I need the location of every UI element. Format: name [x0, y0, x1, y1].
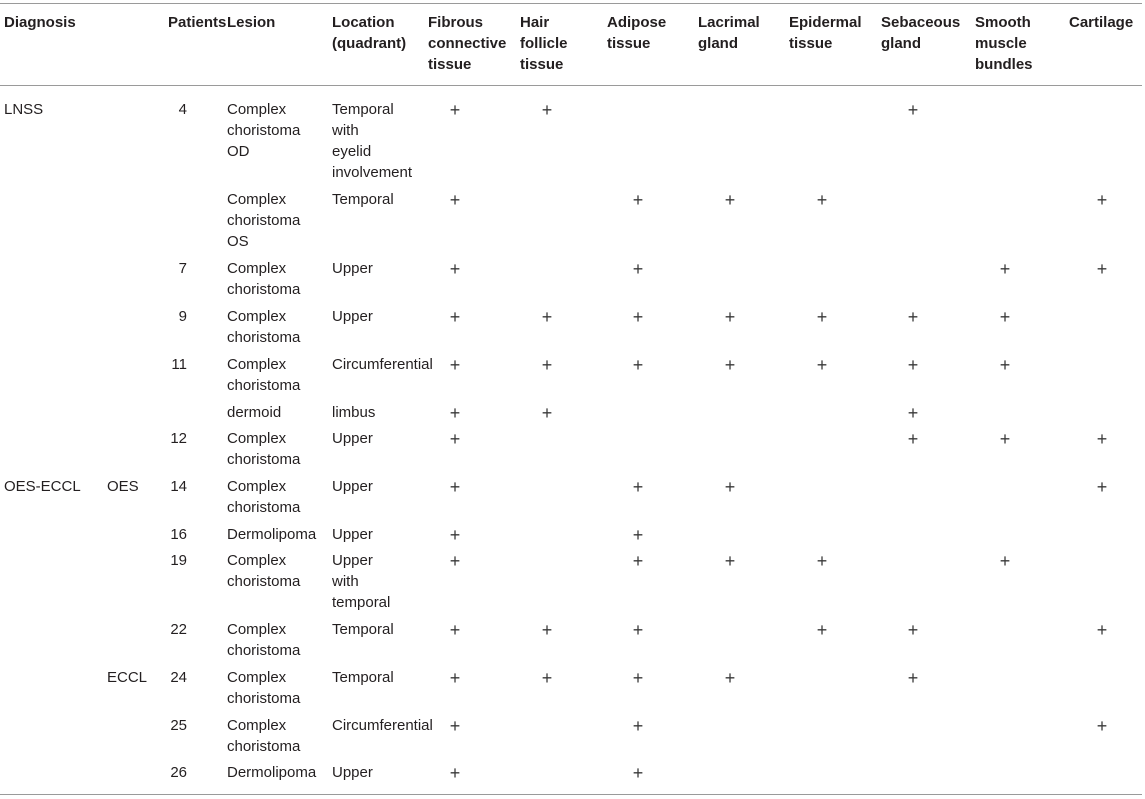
present-mark: + — [816, 307, 828, 327]
present-mark: + — [816, 355, 828, 375]
present-mark: + — [1096, 190, 1108, 210]
present-mark: + — [449, 477, 461, 497]
present-mark: + — [449, 259, 461, 279]
group-lnss: LNSS — [4, 101, 44, 118]
location-cell: Temporal with eyelid involvement — [332, 101, 413, 181]
lesion-cell: Complex choristoma — [227, 356, 301, 394]
present-mark: + — [907, 403, 919, 423]
present-mark: + — [449, 429, 461, 449]
present-mark: + — [724, 551, 736, 571]
present-mark: + — [907, 355, 919, 375]
present-mark: + — [907, 429, 919, 449]
patient-number: 11 — [171, 356, 187, 373]
present-mark: + — [724, 355, 736, 375]
patient-number: 12 — [170, 430, 187, 447]
header-rule — [0, 85, 1142, 86]
location-cell: Circumferential — [332, 356, 433, 373]
patient-number: 14 — [170, 478, 187, 495]
location-cell: Upper with temporal — [332, 552, 391, 611]
present-mark: + — [449, 100, 461, 120]
location-cell: Upper — [332, 308, 373, 325]
location-cell: Upper — [332, 478, 373, 495]
location-cell: Upper — [332, 764, 373, 781]
present-mark: + — [541, 403, 553, 423]
header-hair: Hair follicle tissue — [520, 14, 568, 73]
patient-number: 9 — [178, 308, 187, 325]
present-mark: + — [907, 100, 919, 120]
lesion-cell: Dermolipoma — [227, 526, 317, 543]
patient-number: 26 — [170, 764, 187, 781]
patient-number: 7 — [178, 260, 187, 277]
header-smooth: Smooth muscle bundles — [975, 14, 1033, 73]
present-mark: + — [632, 307, 644, 327]
present-mark: + — [449, 190, 461, 210]
location-cell: Upper — [332, 430, 373, 447]
present-mark: + — [632, 477, 644, 497]
location-cell: Temporal — [332, 191, 394, 208]
present-mark: + — [724, 307, 736, 327]
present-mark: + — [449, 763, 461, 783]
present-mark: + — [724, 668, 736, 688]
present-mark: + — [816, 551, 828, 571]
patient-number: 16 — [170, 526, 187, 543]
subgroup-eccl: ECCL — [107, 669, 148, 686]
present-mark: + — [1096, 429, 1108, 449]
header-epidermal: Epidermal tissue — [789, 14, 862, 52]
subgroup-oes: OES — [107, 478, 139, 495]
present-mark: + — [449, 355, 461, 375]
present-mark: + — [632, 716, 644, 736]
present-mark: + — [1096, 259, 1108, 279]
present-mark: + — [632, 620, 644, 640]
present-mark: + — [724, 477, 736, 497]
present-mark: + — [999, 551, 1011, 571]
lesion-cell: Complex choristoma OS — [227, 191, 301, 250]
present-mark: + — [999, 307, 1011, 327]
present-mark: + — [449, 403, 461, 423]
present-mark: + — [449, 525, 461, 545]
present-mark: + — [449, 307, 461, 327]
present-mark: + — [449, 716, 461, 736]
present-mark: + — [1096, 716, 1108, 736]
lesion-cell: Dermolipoma — [227, 764, 317, 781]
header-patients: Patients — [168, 14, 227, 31]
header-lesion: Lesion — [227, 14, 276, 31]
present-mark: + — [632, 525, 644, 545]
header-fibrous: Fibrous connective tissue — [428, 14, 507, 73]
present-mark: + — [1096, 477, 1108, 497]
present-mark: + — [907, 307, 919, 327]
lesion-cell: Complex choristoma — [227, 621, 301, 659]
lesion-cell: Complex choristoma — [227, 717, 301, 755]
present-mark: + — [541, 307, 553, 327]
header-sebaceous: Sebaceous gland — [881, 14, 961, 52]
present-mark: + — [449, 668, 461, 688]
lesion-cell: Complex choristoma — [227, 430, 301, 468]
lesion-cell: Complex choristoma — [227, 478, 301, 516]
present-mark: + — [632, 668, 644, 688]
header-adipose: Adipose tissue — [607, 14, 667, 52]
lesion-cell: Complex choristoma — [227, 308, 301, 346]
group-oes-eccl: OES-ECCL — [4, 478, 81, 495]
location-cell: Temporal — [332, 669, 394, 686]
present-mark: + — [724, 190, 736, 210]
location-cell: Temporal — [332, 621, 394, 638]
lesion-cell: dermoid — [227, 404, 282, 421]
present-mark: + — [632, 190, 644, 210]
present-mark: + — [449, 551, 461, 571]
present-mark: + — [632, 355, 644, 375]
patient-number: 19 — [170, 552, 187, 569]
header-diagnosis: Diagnosis — [4, 14, 76, 31]
present-mark: + — [632, 551, 644, 571]
present-mark: + — [907, 668, 919, 688]
present-mark: + — [816, 620, 828, 640]
present-mark: + — [541, 620, 553, 640]
header-cartilage: Cartilage — [1069, 14, 1134, 31]
location-cell: Upper — [332, 260, 373, 277]
present-mark: + — [541, 100, 553, 120]
location-cell: Circumferential — [332, 717, 433, 734]
present-mark: + — [816, 190, 828, 210]
present-mark: + — [907, 620, 919, 640]
lesion-cell: Complex choristoma OD — [227, 101, 301, 160]
header-lacrimal: Lacrimal gland — [698, 14, 760, 52]
present-mark: + — [541, 355, 553, 375]
present-mark: + — [541, 668, 553, 688]
location-cell: Upper — [332, 526, 373, 543]
present-mark: + — [999, 429, 1011, 449]
present-mark: + — [999, 259, 1011, 279]
present-mark: + — [1096, 620, 1108, 640]
patient-number: 4 — [178, 101, 187, 118]
present-mark: + — [632, 763, 644, 783]
present-mark: + — [632, 259, 644, 279]
patient-number: 24 — [170, 669, 187, 686]
lesion-cell: Complex choristoma — [227, 669, 301, 707]
present-mark: + — [999, 355, 1011, 375]
lesion-cell: Complex choristoma — [227, 552, 301, 590]
header-location: Location (quadrant) — [332, 14, 407, 52]
table-bottom-rule — [0, 794, 1142, 795]
location-cell: limbus — [332, 404, 376, 421]
patient-number: 22 — [170, 621, 187, 638]
table-top-rule — [0, 3, 1142, 4]
patient-number: 25 — [170, 717, 187, 734]
present-mark: + — [449, 620, 461, 640]
lesion-cell: Complex choristoma — [227, 260, 301, 298]
